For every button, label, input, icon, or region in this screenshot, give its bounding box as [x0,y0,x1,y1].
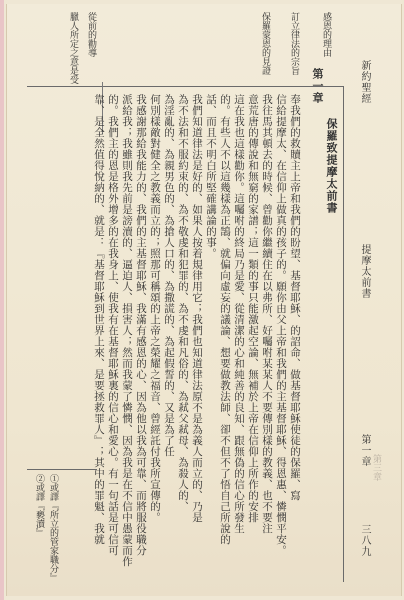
body-column-4: 意荒唐的傳說和無窮的家譜；這一類的事只能激起空論、無補於上帝在信仰上所作的安排 [247,94,259,523]
margin-note-exhortation: 從前的勸導 [86,12,96,57]
body-column-1: 奉我們的救贖主上帝和我們的盼望、基督耶穌、的詔命、做基督耶穌使徒的保羅、寫 [289,94,301,501]
notes-rule [27,86,343,87]
footnote-2: ②或譯『褻瀆』 [34,474,44,537]
header-rule [343,86,344,582]
body-column-8: 我們知道律法是好的、如果人按着規律用它；我們也知道律法原不是為義人而立的、乃是 [191,94,203,523]
page-number: 三八九 [359,524,370,557]
body-column-10: 為淫亂的、為親男色的、為搶人口的、為撒謊的、為起假誓的、又是為了任 [163,94,175,457]
chapter-heading: 第一章 [311,68,324,104]
body-column-7: 話、而且不明白所堅確講論的事。 [205,94,217,259]
body-column-3: 我往馬其頓去的時候、曾勸你繼續住在以弗所、好囑咐某某人不要傳別樣的教義、也不要注 [261,94,273,534]
running-head-book: 新約聖經 [359,60,370,104]
body-column-12: 我感謝那給我能力的、我們的主基督耶穌、我滿有感恩的心、因為他以我為可靠、而將服役職分 [135,94,147,556]
body-column-5: 這在我也這樣勸你。這囑咐的終局乃是愛、從清潔的心和純善的良知、跟無偽的信心所發生 [233,94,245,534]
faint-bleed-through: 第三章 [371,454,381,481]
body-column-11: 何別樣敵對健全之教義而立的；照那可稱頌的上帝之榮耀之福音、曾經託付我所宣傳的。 [149,94,161,523]
margin-note-definition: 臘人所定之意是受 [68,12,78,84]
footnote-divider [27,469,97,470]
body-column-2: 信給提摩太、在信仰上做真的孩子的。願你由父上帝和我們的主基督耶穌、得恩惠、憐憫平安。 [275,94,287,556]
body-column-15: 靠、是全然值得悅納的、就是：『基督耶穌到世界上來、是要拯救罪人』；其中的罪魁、我就 [93,94,105,545]
book-page [6,4,402,596]
margin-note-testimony: 保羅蒙恩的見證 [260,12,270,75]
body-column-6: 的。有些人不以這幾樣為正鵠、就偏向虛妄的議論、想要做教法師、卻不但不了悟自己所說的 [219,94,231,545]
page-edge [0,0,4,600]
margin-note-law: 訂立律法的宗旨 [289,12,299,75]
footnote-1: ①或譯『所立的管家職分』 [48,474,58,582]
body-column-14: 的。我們主的恩是格外增多的在我身上、使我有在基督耶穌裏的信心和愛心。有一句話是可信可 [107,94,119,556]
running-head-chapter: 第一章 [359,434,370,467]
body-column-13: 派給我；我雖則我先前是謗瀆的、逼迫人、損害人；然而我蒙了憐憫、因為我是在不信中愚蒙而作 [121,94,133,567]
body-column-9: 為不法和不服約束的、為不敬虔和犯罪的、為不虔和凡俗的、為弒父弒母、為殺人的、 [177,94,189,512]
book-title: 保羅致提摩太前書 [325,118,338,214]
running-head-work: 提摩太前書 [359,244,370,299]
margin-note-thanks: 感恩的理由 [321,12,331,57]
